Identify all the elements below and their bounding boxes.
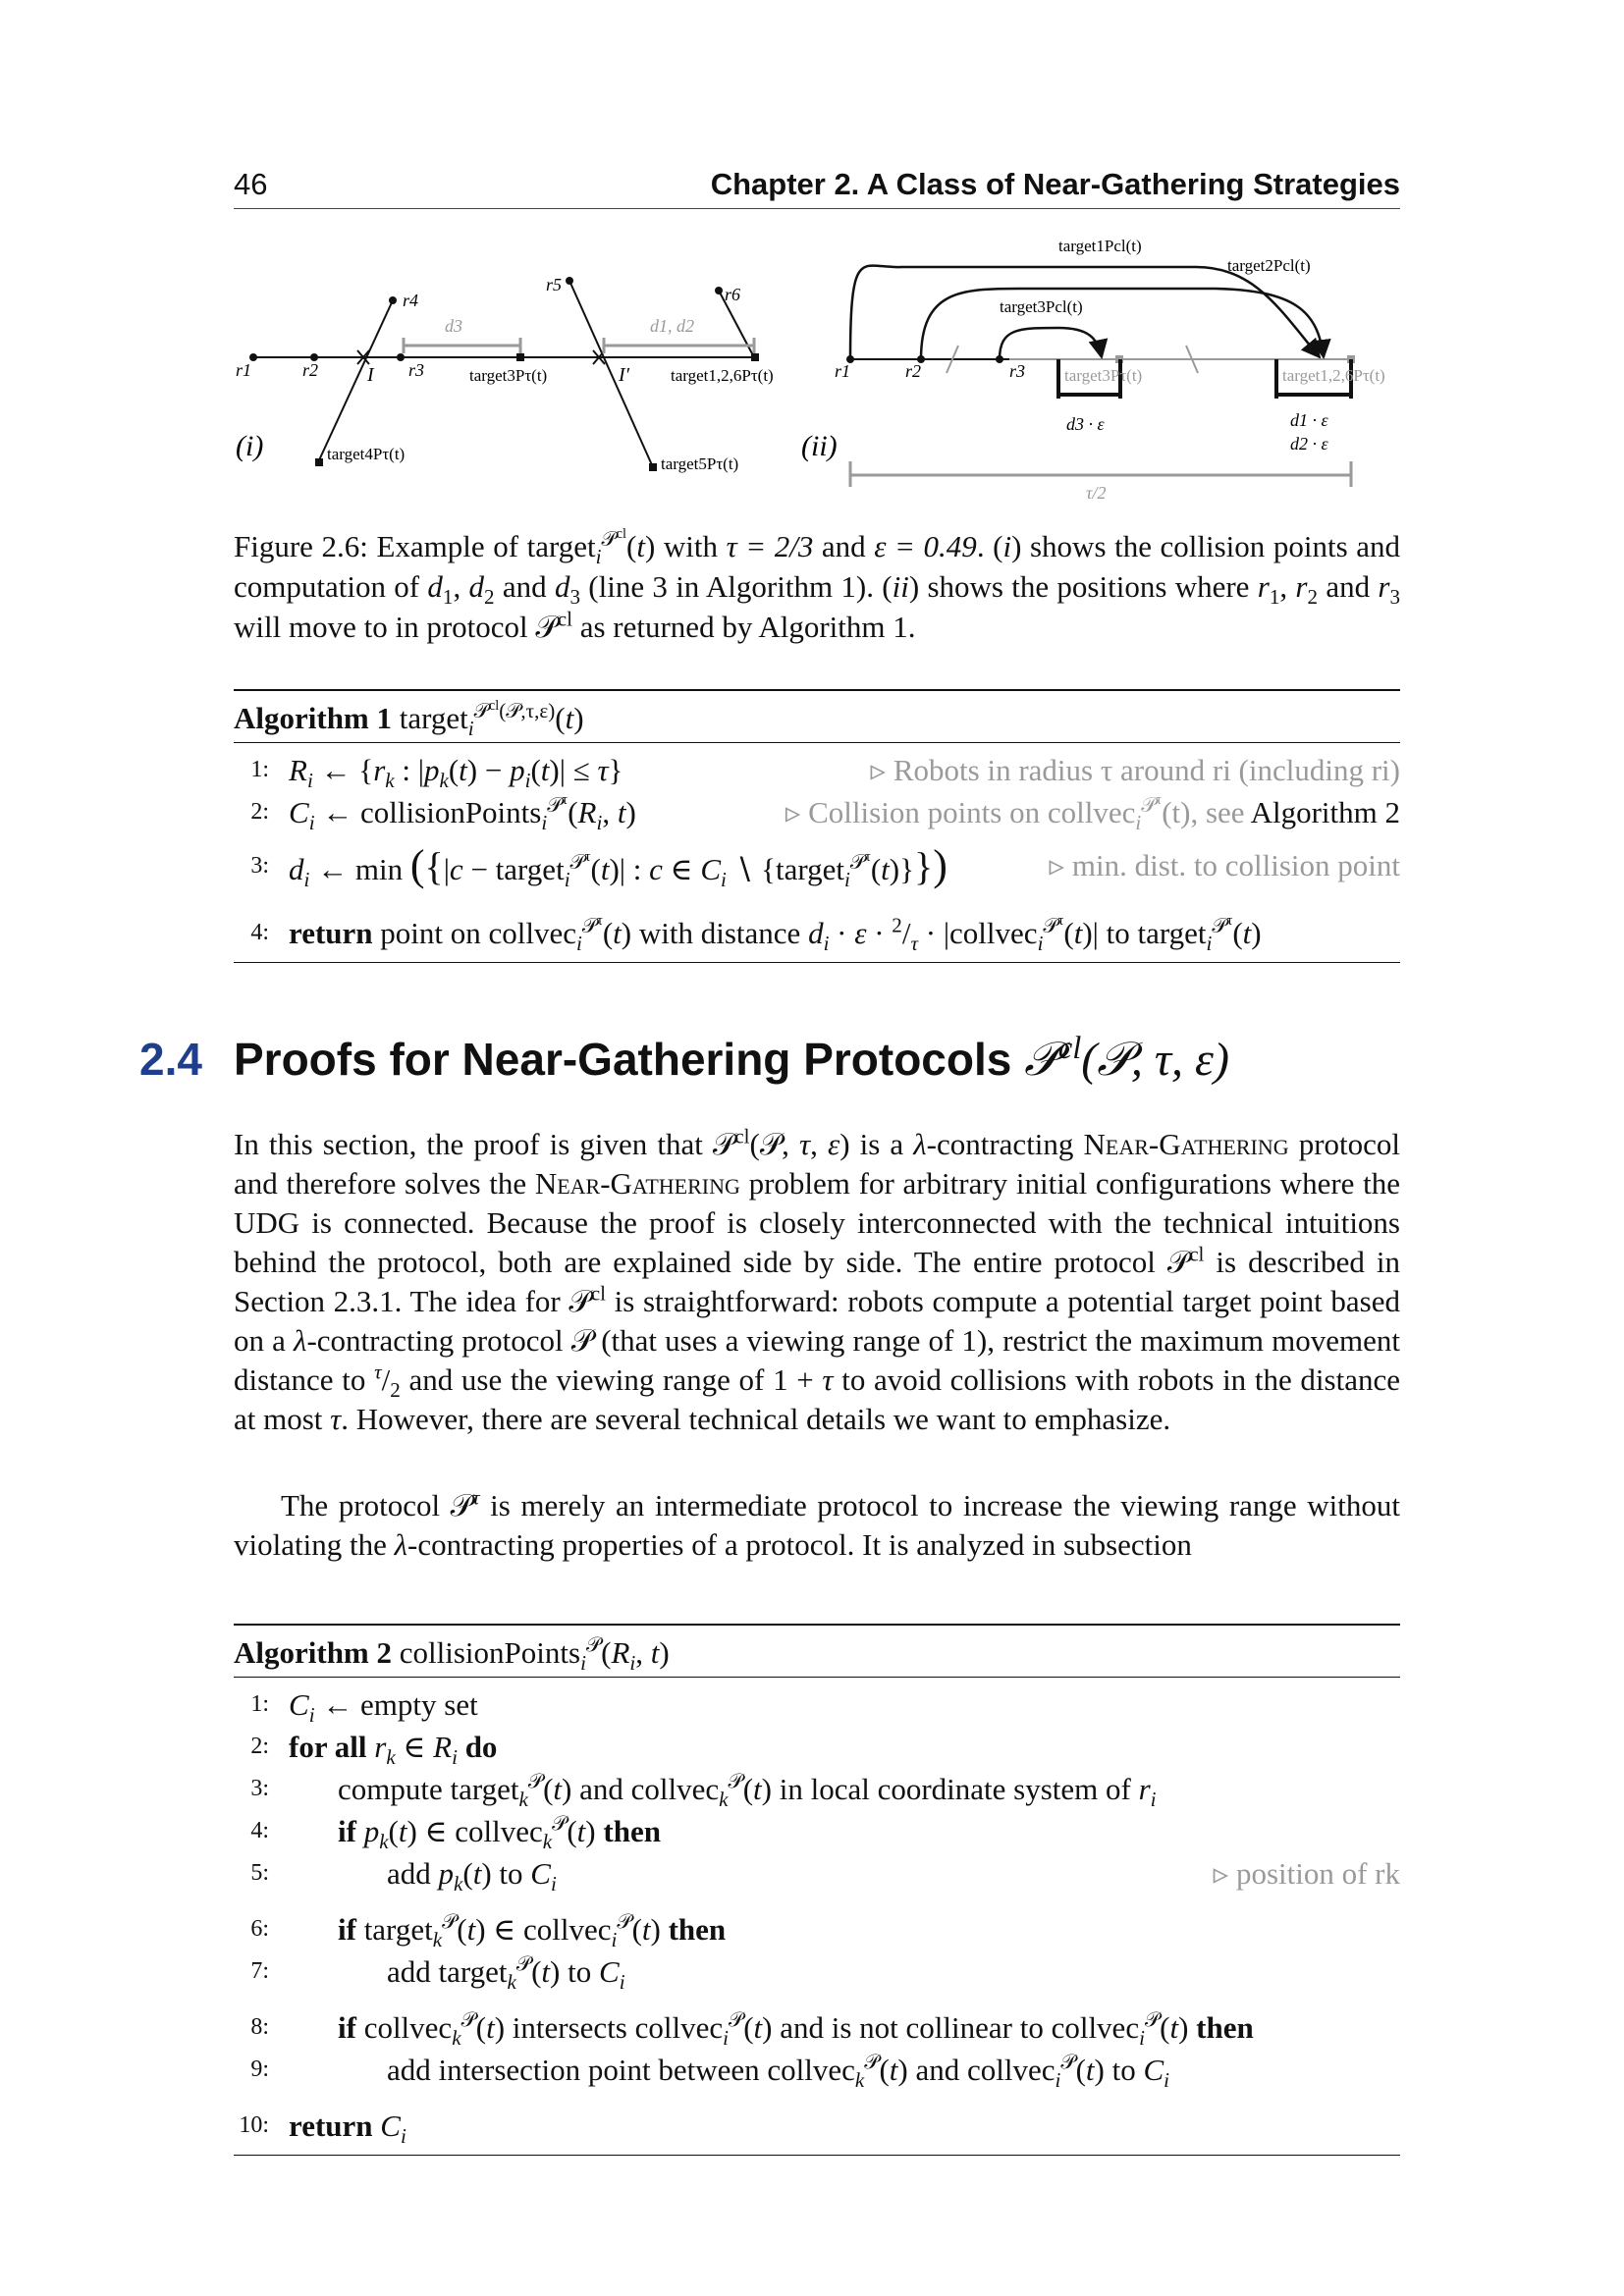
line-number: 9: [250, 2056, 269, 2082]
line-text: and collvec [907, 2053, 1056, 2087]
algorithm-name: collisionPoints [399, 1635, 581, 1670]
line-text: ∈ collvec [485, 1912, 612, 1947]
distance-label-d2-eps: d2 · ε [1290, 434, 1328, 454]
panel-i [236, 275, 774, 473]
line-text: to [1104, 2053, 1144, 2087]
page-number: 46 [234, 167, 268, 201]
algorithm-label: Algorithm 2 [234, 1635, 393, 1670]
line-text: target [355, 1912, 433, 1947]
keyword-return: return [289, 916, 373, 950]
line-text: add [387, 1856, 439, 1891]
panel-i-label: (i) [236, 430, 264, 462]
collision-point-I: I [367, 364, 374, 386]
para-text: is straightforward: robots compute a potential target point based on a [234, 1284, 1400, 1358]
line-comment: ▹ Collision points on collvec [785, 795, 1136, 829]
caption-text: with [655, 529, 727, 563]
algo2-line-3: 3: compute target$_k^𝒫$(t) and collvec$_k^𝒫$(t) in local coordinate system of $r_i$ [234, 1768, 1400, 1810]
caption-text: ) shows the collision points and computation of [234, 529, 1400, 604]
algo1-line-1: 1: $R_i$ ← {$r_k$ : $|p_k(t) - p_i(t)| \le \tau$} ▹ Robots in radius τ around ri (including ri) [234, 749, 1400, 791]
keyword-then: then [603, 1814, 661, 1848]
paragraph-2: The protocol 𝒫$^\tau$ is merely an intermediate protocol to increase the viewing range without violating the λ-contracting properties of a protocol. It is analyzed in subsection [234, 1485, 1400, 1562]
caption-text: (line 3 in Algorithm 1). ( [579, 569, 893, 604]
caption-text: will move to in protocol [234, 610, 536, 644]
near-gathering-term: Near-Gathering [1083, 1127, 1289, 1161]
para-text: is described in Section 2.3.1. The idea for [234, 1245, 1400, 1318]
target-label-cl-3: target3Pcl(t) [1000, 297, 1083, 316]
chapter-title: Chapter 2. A Class of Near-Gathering Strategies [710, 167, 1400, 201]
line-number: 1: [250, 757, 269, 782]
target-label-tau-3: target3Pτ(t) [1064, 366, 1143, 385]
robot-label-r5: r5 [546, 275, 563, 294]
para-text: to avoid collisions with robots in the distance at most [234, 1362, 1400, 1436]
near-gathering-term: Near-Gathering [534, 1166, 740, 1201]
line-text: and collvec [571, 1772, 720, 1806]
para-text: (that uses a viewing range of 1), restrict the maximum movement distance to [234, 1323, 1400, 1397]
line-number: 1: [250, 1691, 269, 1717]
distance-label-d1-d2: d1, d2 [650, 316, 694, 336]
line-text: compute target [338, 1772, 519, 1806]
line-number: 2: [250, 1734, 269, 1759]
target-label-tau-1-2-6: target1,2,6Pτ(t) [1282, 366, 1385, 385]
keyword-if: if [338, 1814, 356, 1848]
line-number: 10: [239, 2112, 269, 2138]
para-text: and use the viewing range of [400, 1362, 774, 1397]
caption-panel-ref: ii [892, 569, 909, 604]
para-text: . However, there are several technical details we want to emphasize. [341, 1402, 1171, 1436]
section-title: Proofs for Near-Gathering Protocols [234, 1034, 1025, 1085]
distance-label-d3: d3 [445, 316, 462, 336]
caption-text: as returned by Algorithm 1. [571, 610, 916, 644]
caption-lead: Figure 2.6: Example of target [234, 529, 596, 563]
keyword-do: do [464, 1730, 498, 1764]
line-text: to [491, 1856, 531, 1891]
algorithm-label: Algorithm 1 [234, 701, 393, 735]
line-text: ∈ collvec [416, 1814, 543, 1848]
algo2-line-1: 1: $C_i$ ← empty set [234, 1683, 1400, 1726]
section-heading: 2.4 Proofs for Near-Gathering Protocols 𝒫$^{cl}$(𝒫, τ, ε) [139, 1031, 1229, 1086]
panel-ii-label: (ii) [801, 430, 838, 462]
keyword-return: return [289, 2109, 373, 2143]
section-number: 2.4 [139, 1034, 202, 1085]
line-text: and is not collinear to collvec [772, 2010, 1140, 2045]
line-number: 4: [250, 920, 269, 945]
para-text: is a [849, 1127, 914, 1161]
line-text: with distance [631, 916, 809, 950]
line-text: to target [1098, 916, 1207, 950]
panel-ii [801, 237, 1385, 503]
keyword-if: if [338, 1912, 356, 1947]
line-text: ← empty set [314, 1687, 478, 1722]
keyword-then: then [668, 1912, 727, 1947]
line-text: intersects collvec [505, 2010, 724, 2045]
para-text: problem for arbitrary initial configurations where the UDG is connected. Because the proof is closely interconnected with the technical intuitions behind the protocol, both are explained side by side. The entire protocol [234, 1166, 1400, 1279]
line-text: add target [387, 1954, 508, 1989]
function-name: collisionPoints [360, 795, 542, 829]
line-number: 3: [250, 853, 269, 879]
para-text: -contracting [926, 1127, 1084, 1161]
algo1-line-2: 2: $C_i$ ← $collisionPoints_i^{𝒫^\tau}(R_i$, t) ▹ Collision points on collvec$_i^{𝒫^\tau}$(t), see Algorithm 2 [234, 791, 1400, 833]
algo2-line-4: 4: if $p_k(t)$ ∈ collvec$_k^𝒫$(t) then [234, 1810, 1400, 1852]
algo1-line-3: 3: $d_i$ ← min ({|c − target$_i^{𝒫^\tau}$(t)| : c ∈ $C_i$ ∖ {target$_i^{𝒫^\tau}$(t)}}) ▹ min. dist. to collision point [234, 833, 1400, 898]
robot-label-r3: r3 [1009, 361, 1026, 381]
algorithm-1 [234, 689, 1400, 963]
robot-label-r1: r1 [835, 361, 851, 381]
line-comment: ▹ position of rk [1213, 1856, 1400, 1891]
line-number: 3: [250, 1776, 269, 1801]
distance-label-d1-eps: d1 · ε [1290, 410, 1328, 430]
line-number: 7: [250, 1958, 269, 1984]
line-text: add intersection point between collvec [387, 2053, 855, 2087]
running-header [234, 163, 1400, 209]
target-label-4: target4Pτ(t) [327, 445, 406, 463]
robot-label-r6: r6 [725, 285, 741, 304]
line-text: to [560, 1954, 599, 1989]
algo2-line-10: 10: return $C_i$ [234, 2105, 1400, 2147]
algorithm-2 [234, 1624, 1400, 2156]
figure-svg [234, 222, 1400, 507]
distance-label-tau-half: τ/2 [1086, 483, 1107, 503]
caption-text: and [813, 529, 875, 563]
caption-text: . ( [976, 529, 1003, 563]
algorithm-reference: Algorithm 2 [1250, 795, 1400, 829]
robot-label-r2: r2 [905, 361, 922, 381]
robot-label-r2: r2 [302, 360, 319, 380]
algo2-line-7: 7: add target$_k^𝒫$(t) to $C_i$ [234, 1950, 1400, 1993]
line-number: 4: [250, 1818, 269, 1843]
algo2-line-6: 6: if target$_k^𝒫$(t) ∈ collvec$_i^𝒫$(t) then [234, 1908, 1400, 1950]
target-label-3: target3Pτ(t) [469, 366, 548, 385]
line-number: 8: [250, 2014, 269, 2040]
line-comment: (t), see [1162, 795, 1251, 829]
target-label-1-2-6: target1,2,6Pτ(t) [671, 366, 774, 385]
algo1-line-4: 4: return point on collvec$_i^{𝒫^\tau}$(t) with distance $d_i \cdot \varepsilon \cdot ^2/_\tau$ · |collvec$_i^{𝒫^\tau}$(t)| to target$_i^{𝒫^\tau}$(t) [234, 912, 1400, 954]
caption-tau: τ = 2/3 [726, 529, 814, 563]
para-text: In this section, the proof is given that [234, 1127, 713, 1161]
para-text: is merely an intermediate protocol to increase the viewing range without violating the [234, 1488, 1400, 1562]
para-text: -contracting properties of a protocol. It is analyzed in subsection [407, 1527, 1192, 1562]
line-comment: ▹ Robots in radius τ around ri (including ri) [870, 753, 1400, 787]
robot-label-r4: r4 [403, 291, 419, 310]
para-text: -contracting protocol [306, 1323, 571, 1358]
keyword-for-all: for all [289, 1730, 367, 1764]
figure-2-6 [234, 222, 1400, 507]
line-text: in local coordinate system of [771, 1772, 1139, 1806]
algo2-line-8: 8: if collvec$_k^𝒫$(t) intersects collvec$_i^𝒫$(t) and is not collinear to collvec$_i^𝒫$(t) then [234, 2006, 1400, 2049]
algo2-line-5: 5: add $p_k(t)$ to $C_i$ ▹ position of rk [234, 1852, 1400, 1895]
target-label-cl-1: target1Pcl(t) [1058, 237, 1142, 255]
algo2-line-2: 2: for all $r_k$ ∈ $R_i$ do [234, 1726, 1400, 1768]
target-label-cl-2: target2Pcl(t) [1227, 256, 1311, 275]
line-number: 5: [250, 1860, 269, 1886]
line-number: 6: [250, 1916, 269, 1942]
target-label-5: target5Pτ(t) [661, 454, 739, 473]
keyword-then: then [1196, 2010, 1254, 2045]
algo2-line-9: 9: add intersection point between collvec$_k^𝒫$(t) and collvec$_i^𝒫$(t) to $C_i$ [234, 2049, 1400, 2091]
caption-text: ) shows the positions where [908, 569, 1258, 604]
line-comment: ▹ min. dist. to collision point [1049, 848, 1400, 882]
distance-label-d3-eps: d3 · ε [1066, 414, 1105, 434]
algorithm-1-title: Algorithm 1 target$_i^{𝒫^{cl}(𝒫,\tau,\varepsilon)}$(t) [234, 691, 1400, 743]
line-text: collvec [355, 2010, 453, 2045]
line-number: 2: [250, 799, 269, 825]
collision-point-I-prime: I′ [619, 364, 630, 386]
keyword-if: if [338, 2010, 356, 2045]
caption-panel-ref: i [1002, 529, 1012, 563]
line-text: point on collvec [372, 916, 577, 950]
para-text: protocol and therefore solves the [234, 1127, 1401, 1201]
algorithm-2-title: Algorithm 2 $collisionPoints_i^𝒫(R_i$, t) [234, 1626, 1400, 1678]
caption-epsilon: ε = 0.49 [874, 529, 977, 563]
algorithm-name: target [399, 701, 468, 735]
paragraph-1: In this section, the proof is given that 𝒫$^{cl}$(𝒫, τ, ε) is a λ-contracting Near-Gathering protocol and therefore solves the Near-Gathering problem for arbitrary initial configurations where the UDG is connected. Because the proof is closely interconnected with the technical intuitions behind the protocol, both are explained side by side. The entire protocol 𝒫$^{cl}$ is described in Section 2.3.1. The idea for 𝒫$^{cl}$ is straightforward: robots compute a potential target point based on a λ-contracting protocol 𝒫 (that uses a viewing range of 1), restrict the maximum movement distance to $^\tau/_2$ and use the viewing range of 1 + τ to avoid collisions with robots in the distance at most τ. However, there are several technical details we want to emphasize. [234, 1124, 1401, 1436]
robot-label-r1: r1 [236, 360, 252, 380]
para-text: The protocol [281, 1488, 451, 1522]
figure-caption: Figure 2.6: Example of target$_i^{𝒫^{cl}}$(t) with τ = 2/3 and ε = 0.49. (i) shows the collision points and computation of $d_1$, $d_2$ and $d_3$ (line 3 in Algorithm 1). (ii) shows the positions where $r_1$, $r_2$ and $r_3$ will move to in protocol 𝒫$^{cl}$ as returned by Algorithm 1. [234, 525, 1401, 644]
robot-label-r3: r3 [408, 360, 425, 380]
